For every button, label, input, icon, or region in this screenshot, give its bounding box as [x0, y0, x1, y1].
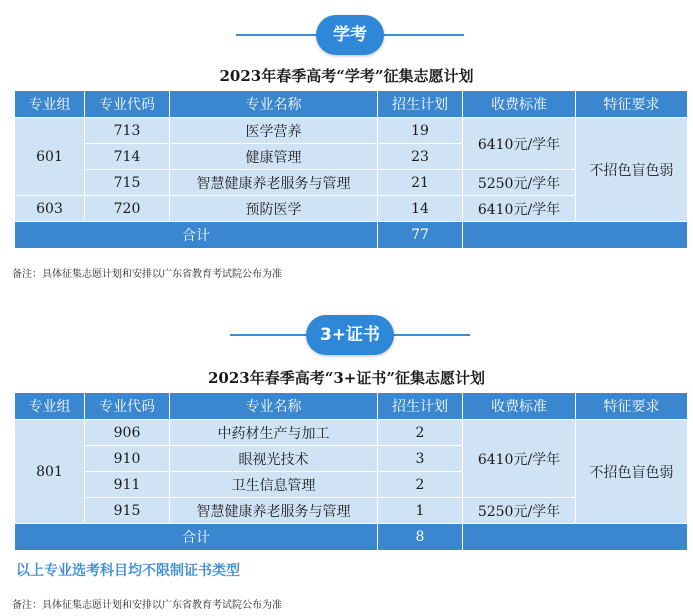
code-cell: 714	[85, 144, 170, 170]
code-cell: 910	[85, 446, 170, 472]
fee-cell: 5250元/学年	[463, 498, 576, 524]
total-empty	[463, 524, 688, 551]
header-name: 专业名称	[170, 393, 378, 420]
plan-cell: 2	[378, 472, 463, 498]
code-cell: 713	[85, 118, 170, 144]
header-plan: 招生计划	[378, 91, 463, 118]
group-cell: 801	[15, 420, 85, 524]
total-value: 8	[378, 524, 463, 551]
code-cell: 906	[85, 420, 170, 446]
section2-badge-row	[0, 315, 693, 355]
group-cell: 601	[15, 118, 85, 196]
header-group: 专业组	[15, 91, 85, 118]
plan-cell: 19	[378, 118, 463, 144]
name-cell: 卫生信息管理	[170, 472, 378, 498]
plan-cell: 3	[378, 446, 463, 472]
code-cell: 915	[85, 498, 170, 524]
total-empty	[463, 222, 688, 249]
table-header-row	[15, 91, 688, 118]
header-name: 专业名称	[170, 91, 378, 118]
section2-badge: 3+证书	[306, 315, 394, 355]
header-requirement: 特征要求	[576, 91, 688, 118]
section2-table	[14, 392, 688, 551]
table-row	[15, 118, 688, 144]
fee-cell: 6410元/学年	[463, 118, 576, 170]
table-header-row	[15, 393, 688, 420]
name-cell: 中药材生产与加工	[170, 420, 378, 446]
header-group: 专业组	[15, 393, 85, 420]
total-row	[15, 222, 688, 249]
header-code: 专业代码	[85, 393, 170, 420]
fee-cell: 5250元/学年	[463, 170, 576, 196]
section1-badge: 学考	[316, 15, 384, 55]
section1-badge-row	[0, 15, 693, 55]
section1-title: 2023年春季高考“学考”征集志愿计划	[219, 67, 474, 85]
header-fee: 收费标准	[463, 91, 576, 118]
section2-hint: 以上专业选考科目均不限制证书类型	[16, 563, 240, 579]
plan-cell: 23	[378, 144, 463, 170]
name-cell: 眼视光技术	[170, 446, 378, 472]
group-cell: 603	[15, 196, 85, 222]
code-cell: 715	[85, 170, 170, 196]
requirement-cell: 不招色盲色弱	[576, 420, 688, 524]
section1-table	[14, 90, 688, 249]
requirement-cell: 不招色盲色弱	[576, 118, 688, 222]
badge-divider-left	[236, 34, 326, 36]
total-value: 77	[378, 222, 463, 249]
badge-divider-right	[374, 34, 464, 36]
header-requirement: 特征要求	[576, 393, 688, 420]
name-cell: 智慧健康养老服务与管理	[170, 170, 378, 196]
plan-cell: 1	[378, 498, 463, 524]
table-row	[15, 420, 688, 446]
header-fee: 收费标准	[463, 393, 576, 420]
code-cell: 911	[85, 472, 170, 498]
header-plan: 招生计划	[378, 393, 463, 420]
total-row	[15, 524, 688, 551]
code-cell: 720	[85, 196, 170, 222]
plan-cell: 21	[378, 170, 463, 196]
total-label: 合计	[15, 524, 378, 551]
fee-cell: 6410元/学年	[463, 420, 576, 498]
header-code: 专业代码	[85, 91, 170, 118]
name-cell: 医学营养	[170, 118, 378, 144]
total-label: 合计	[15, 222, 378, 249]
section2-note: 备注：具体征集志愿计划和安排以广东省教育考试院公布为准	[12, 600, 282, 611]
name-cell: 健康管理	[170, 144, 378, 170]
section1-note: 备注：具体征集志愿计划和安排以广东省教育考试院公布为准	[12, 269, 282, 280]
fee-cell: 6410元/学年	[463, 196, 576, 222]
plan-cell: 2	[378, 420, 463, 446]
name-cell: 预防医学	[170, 196, 378, 222]
name-cell: 智慧健康养老服务与管理	[170, 498, 378, 524]
plan-cell: 14	[378, 196, 463, 222]
section2-title: 2023年春季高考“3+证书”征集志愿计划	[207, 369, 485, 387]
